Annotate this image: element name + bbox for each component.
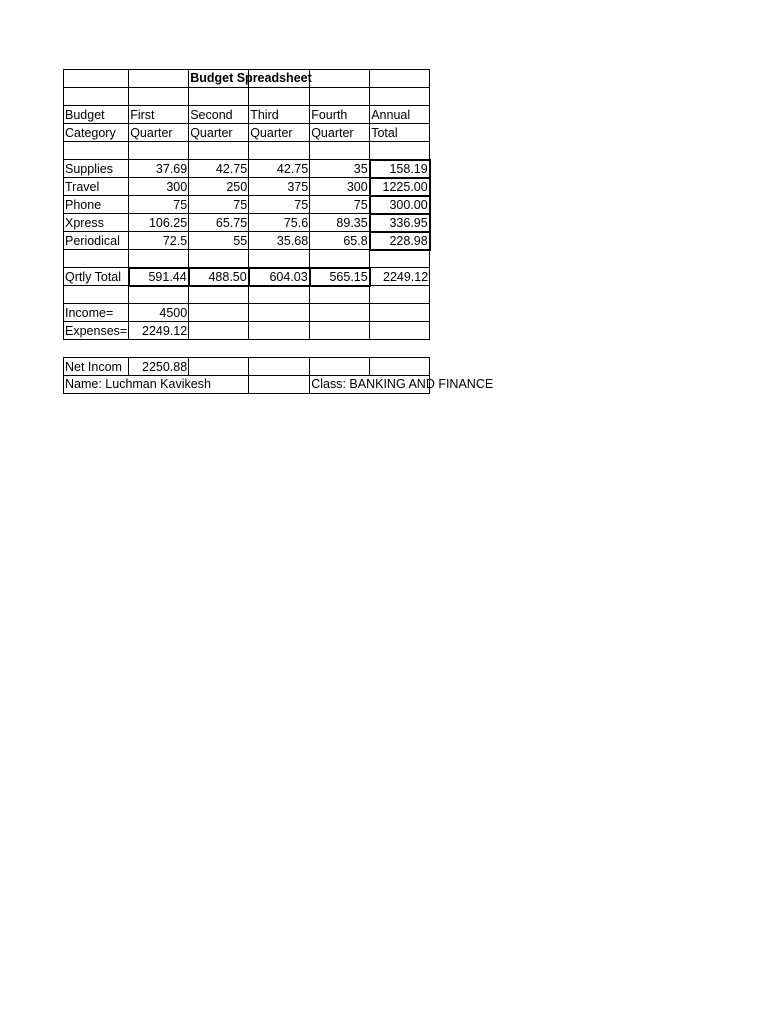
header-cell[interactable]: Fourth (310, 106, 370, 124)
cell-blank[interactable] (189, 142, 249, 160)
cell-e1[interactable] (310, 70, 370, 88)
annual-total-cell[interactable]: 336.95 (370, 214, 430, 232)
value-cell[interactable]: 89.35 (310, 214, 370, 232)
value-cell[interactable]: 75 (310, 196, 370, 214)
header-cell[interactable]: Third (249, 106, 310, 124)
budget-table (63, 69, 494, 394)
cell-blank[interactable] (189, 304, 249, 322)
cell-blank[interactable] (370, 358, 430, 376)
quarterly-total-row (64, 268, 430, 286)
value-cell[interactable]: 55 (189, 232, 249, 250)
class-label[interactable]: Class: BANKING AND FINANCE (310, 376, 430, 394)
value-cell[interactable]: 75 (249, 196, 310, 214)
value-cell[interactable]: 250 (189, 178, 249, 196)
header-cell[interactable]: Annual (370, 106, 430, 124)
expenses-value[interactable]: 2249.12 (129, 322, 189, 340)
grand-total-cell[interactable]: 2249.12 (370, 268, 430, 286)
net-income-label[interactable]: Net Incom (64, 358, 129, 376)
header-cell[interactable]: Category (64, 124, 129, 142)
table-row (64, 160, 430, 178)
annual-total-cell[interactable]: 1225.00 (370, 178, 430, 196)
cell-blank[interactable] (189, 88, 249, 106)
value-cell[interactable]: 65.8 (310, 232, 370, 250)
cell-blank[interactable] (310, 358, 370, 376)
cell-blank[interactable] (129, 88, 189, 106)
header-cell[interactable]: Budget (64, 106, 129, 124)
table-row (64, 232, 430, 250)
cell-blank[interactable] (370, 250, 430, 268)
value-cell[interactable]: 75.6 (249, 214, 310, 232)
cell-blank[interactable] (370, 304, 430, 322)
cell-blank[interactable] (129, 286, 189, 304)
row-label[interactable]: Supplies (64, 160, 129, 178)
cell-blank[interactable] (189, 286, 249, 304)
cell-blank[interactable] (370, 286, 430, 304)
budget-spreadsheet (63, 69, 494, 394)
expenses-row (64, 322, 430, 340)
table-row (64, 178, 430, 196)
value-cell[interactable]: 75 (189, 196, 249, 214)
expenses-label[interactable]: Expenses= (64, 322, 129, 340)
cell-blank[interactable] (370, 142, 430, 160)
income-value[interactable]: 4500 (129, 304, 189, 322)
cell-blank[interactable] (310, 322, 370, 340)
quarter-total-cell[interactable]: 488.50 (189, 268, 249, 286)
cell-blank[interactable] (249, 358, 310, 376)
cell-blank[interactable] (370, 322, 430, 340)
value-cell[interactable]: 35 (310, 160, 370, 178)
header-cell[interactable]: Quarter (129, 124, 189, 142)
value-cell[interactable]: 42.75 (189, 160, 249, 178)
value-cell[interactable]: 375 (249, 178, 310, 196)
cell-blank[interactable] (310, 142, 370, 160)
cell-blank[interactable] (310, 304, 370, 322)
row-label[interactable]: Travel (64, 178, 129, 196)
quarter-total-cell[interactable]: 565.15 (310, 268, 370, 286)
cell-blank[interactable] (189, 322, 249, 340)
value-cell[interactable]: 106.25 (129, 214, 189, 232)
row-label[interactable]: Xpress (64, 214, 129, 232)
cell-blank[interactable] (249, 304, 310, 322)
cell-f1[interactable] (370, 70, 430, 88)
row-label[interactable]: Periodical (64, 232, 129, 250)
cell-blank[interactable] (249, 322, 310, 340)
cell-blank[interactable] (249, 286, 310, 304)
cell-blank (189, 340, 249, 358)
cell-blank[interactable] (64, 88, 129, 106)
cell-blank (249, 340, 310, 358)
cell-blank (129, 340, 189, 358)
cell-blank[interactable] (189, 250, 249, 268)
table-row (64, 196, 430, 214)
value-cell[interactable]: 300 (310, 178, 370, 196)
quarter-total-cell[interactable]: 591.44 (129, 268, 189, 286)
header-cell[interactable]: Quarter (310, 124, 370, 142)
cell-blank (310, 340, 370, 358)
cell-blank[interactable] (310, 250, 370, 268)
value-cell[interactable]: 65.75 (189, 214, 249, 232)
student-name[interactable]: Name: Luchman Kavikesh (64, 376, 249, 394)
net-income-value[interactable]: 2250.88 (129, 358, 189, 376)
value-cell[interactable]: 37.69 (129, 160, 189, 178)
value-cell[interactable]: 35.68 (249, 232, 310, 250)
cell-blank[interactable] (64, 250, 129, 268)
annual-total-cell[interactable]: 158.19 (370, 160, 430, 178)
cell-blank[interactable] (249, 250, 310, 268)
cell-blank[interactable] (249, 376, 310, 394)
cell-blank[interactable] (370, 88, 430, 106)
header-cell[interactable]: Quarter (189, 124, 249, 142)
cell-blank[interactable] (249, 88, 310, 106)
cell-blank[interactable] (64, 286, 129, 304)
cell-blank (64, 340, 129, 358)
cell-blank[interactable] (310, 88, 370, 106)
annual-total-cell[interactable]: 300.00 (370, 196, 430, 214)
spreadsheet-title[interactable]: Budget Spreadsheet (189, 70, 249, 88)
value-cell[interactable]: 300 (129, 178, 189, 196)
annual-total-cell[interactable]: 228.98 (370, 232, 430, 250)
header-cell[interactable]: Total (370, 124, 430, 142)
value-cell[interactable]: 75 (129, 196, 189, 214)
cell-blank[interactable] (249, 142, 310, 160)
cell-blank[interactable] (310, 286, 370, 304)
income-row (64, 304, 430, 322)
cell-blank[interactable] (129, 142, 189, 160)
value-cell[interactable]: 42.75 (249, 160, 310, 178)
quarter-total-cell[interactable]: 604.03 (249, 268, 310, 286)
table-row (64, 214, 430, 232)
net-income-row (64, 358, 430, 376)
header-cell[interactable]: First (129, 106, 189, 124)
income-label[interactable]: Income= (64, 304, 129, 322)
header-cell[interactable]: Quarter (249, 124, 310, 142)
student-info-row (64, 376, 430, 394)
cell-blank (370, 340, 430, 358)
row-label[interactable]: Qrtly Total (64, 268, 129, 286)
header-cell[interactable]: Second (189, 106, 249, 124)
value-cell[interactable]: 72.5 (129, 232, 189, 250)
row-label[interactable]: Phone (64, 196, 129, 214)
cell-blank[interactable] (129, 250, 189, 268)
cell-blank[interactable] (189, 358, 249, 376)
cell-blank[interactable] (64, 142, 129, 160)
cell-b1[interactable] (129, 70, 189, 88)
cell-a1[interactable] (64, 70, 129, 88)
